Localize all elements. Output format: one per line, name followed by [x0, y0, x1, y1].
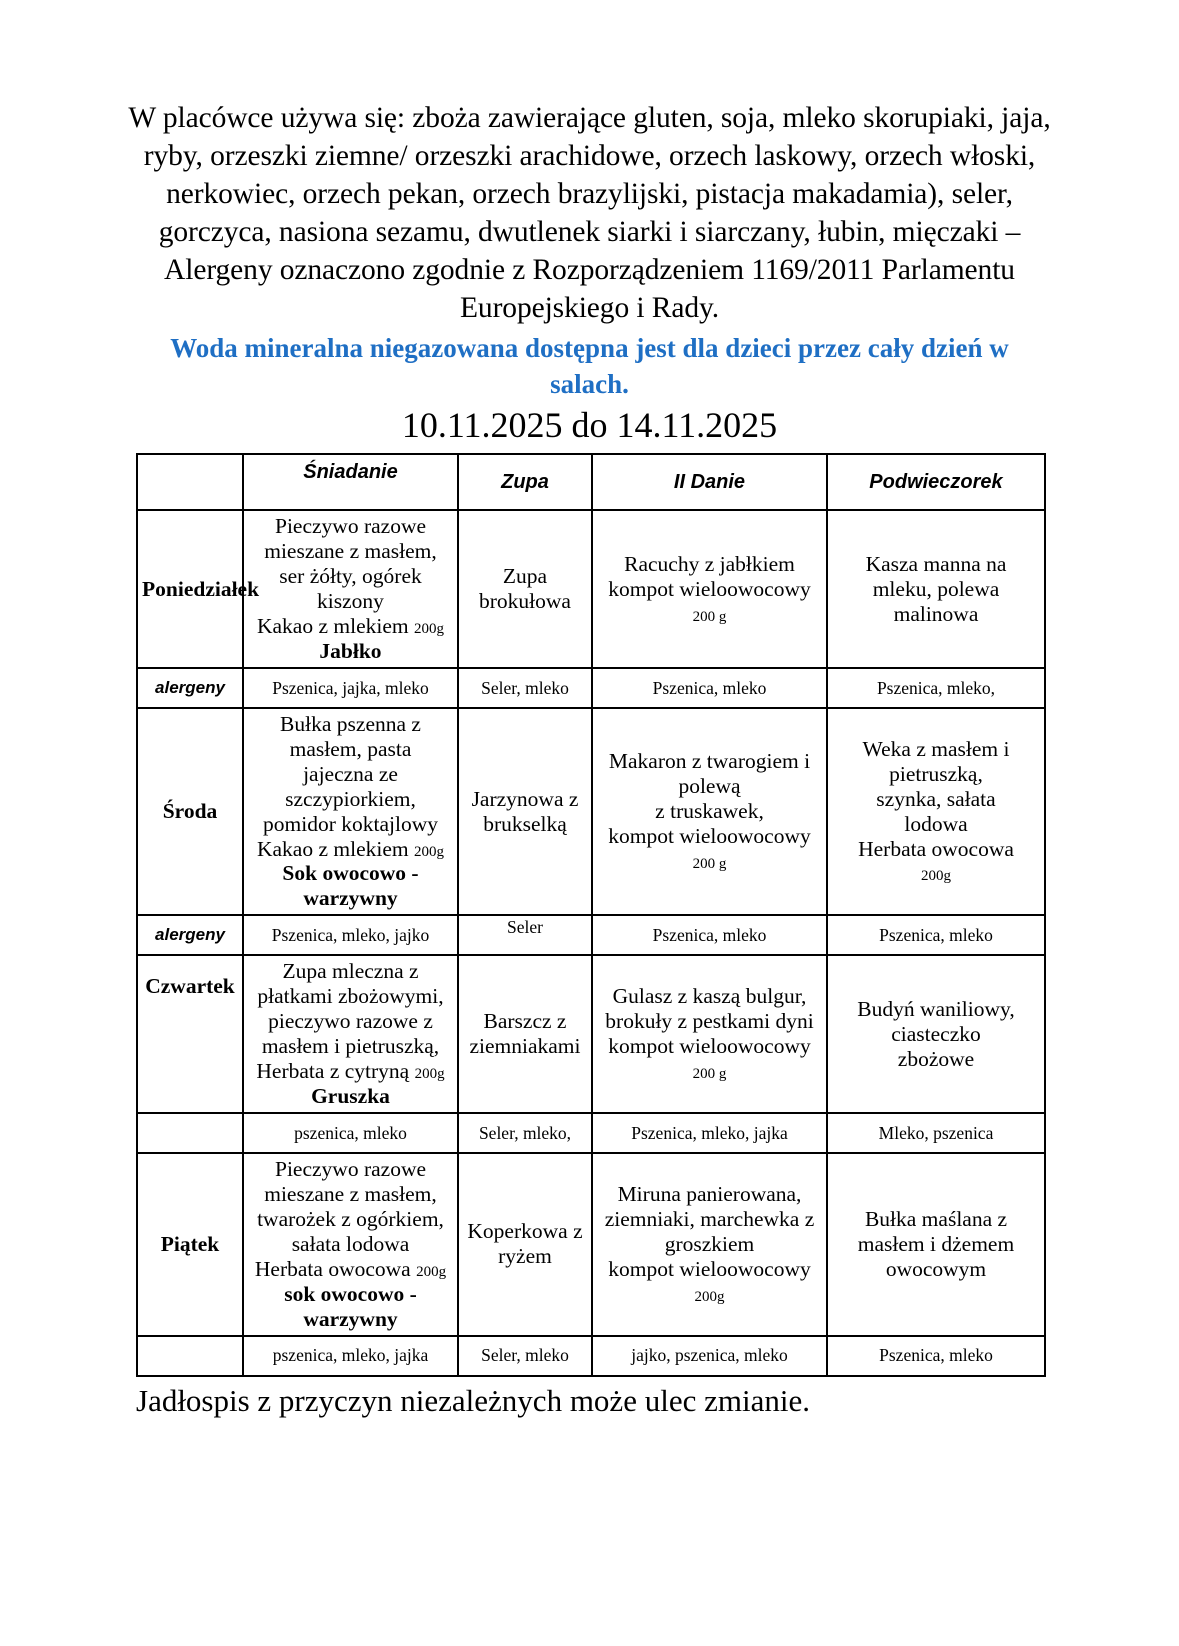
- snack-cell-3: [827, 1153, 1045, 1336]
- allergen-label-2: [137, 1113, 243, 1153]
- allergen-disclaimer-paragraph: W placówce używa się: zboża zawierające gluten, soja, mleko skorupiaki, jaja, ryby, orzeszki ziemne/ orzeszki arachidowe, orzech laskowy, orzech włoski, nerkowiec, orzech pekan, orzech brazylijski, pistacja makadamia), seler, gorczyca, nasiona sezamu, dwutlenek siarki i siarczany, łubin, mięczaki – Alergeny oznaczono zgodnie z Rozporządzeniem 1169/2011 Parlamentu Europejskiego i Rady.: [128, 102, 1051, 324]
- main-line: z truskawek,: [655, 799, 764, 824]
- allergen-row: [137, 1336, 1045, 1376]
- snack-line: pietruszką,: [889, 761, 983, 786]
- portion-size: 200g: [416, 1263, 447, 1280]
- breakfast-line: Zupa mleczna z: [282, 959, 419, 984]
- table-row: [137, 1153, 1045, 1336]
- snack-cell-0: [827, 510, 1045, 668]
- allergen-row: [137, 668, 1045, 708]
- main-line: kompot wieloowocowy: [608, 1256, 811, 1281]
- breakfast-cell-0: [243, 510, 458, 668]
- header-cell-breakfast: Śniadanie: [243, 454, 458, 510]
- allergen-row: [137, 915, 1045, 955]
- breakfast-line: szczypiorkiem,: [285, 786, 416, 811]
- portion-size: 200g: [414, 843, 444, 860]
- water-availability-note: Woda mineralna niegazowana dostępna jest dla dzieci przez cały dzień w salach.: [170, 333, 1009, 399]
- breakfast-line: mieszane z masłem,: [264, 539, 437, 564]
- snack-line: malinowa: [893, 601, 979, 626]
- breakfast-line: masłem, pasta: [289, 736, 412, 761]
- portion-size: 200 g: [692, 608, 727, 625]
- allergen-soup-0: Seler, mleko: [458, 668, 592, 708]
- breakfast-extra: Sok owocowo - warzywny: [282, 861, 419, 911]
- allergen-breakfast-2: pszenica, mleko: [243, 1113, 458, 1153]
- snack-line: Kasza manna na: [865, 551, 1007, 576]
- breakfast-line: masłem i pietruszką,: [261, 1034, 440, 1059]
- snack-cell-2: [827, 955, 1045, 1113]
- allergen-breakfast-1: Pszenica, mleko, jajko: [243, 915, 458, 955]
- day-label-1: Środa: [137, 708, 243, 916]
- breakfast-extra: Gruszka: [311, 1084, 390, 1109]
- breakfast-line: twarożek z ogórkiem,: [257, 1206, 444, 1231]
- allergen-soup-2: Seler, mleko,: [458, 1113, 592, 1153]
- main-line: Gulasz z kaszą bulgur,: [612, 984, 807, 1009]
- portion-size: 200 g: [692, 856, 727, 872]
- breakfast-line: płatkami zbożowymi,: [257, 984, 444, 1009]
- main-line: Makaron z twarogiem i polewą: [608, 749, 811, 799]
- table-header-row: [137, 454, 1045, 510]
- breakfast-cell-3: [243, 1153, 458, 1336]
- snack-line: lodowa: [904, 811, 968, 836]
- breakfast-line: Bułka pszenna z: [280, 711, 421, 736]
- breakfast-line: jajeczna ze: [303, 761, 398, 786]
- main-cell-2: [592, 955, 827, 1113]
- soup-cell-1: Jarzynowa z brukselką: [458, 708, 592, 916]
- header-cell-main: II Danie: [592, 454, 827, 510]
- breakfast-cell-2: [243, 955, 458, 1113]
- breakfast-line: kiszony: [317, 589, 384, 614]
- allergen-breakfast-0: Pszenica, jajka, mleko: [243, 668, 458, 708]
- day-label-2: Czwartek: [137, 955, 243, 1113]
- allergen-snack-2: Mleko, pszenica: [827, 1113, 1045, 1153]
- breakfast-drink: Herbata owocowa: [254, 1256, 411, 1281]
- allergen-snack-3: Pszenica, mleko: [827, 1336, 1045, 1376]
- allergen-soup-1: Seler: [458, 915, 592, 955]
- breakfast-line: Pieczywo razowe: [274, 1156, 427, 1181]
- snack-drink: Herbata owocowa: [858, 836, 1014, 861]
- breakfast-line: mieszane z masłem,: [264, 1181, 437, 1206]
- allergen-label-0: alergeny: [137, 668, 243, 708]
- breakfast-line: pieczywo razowe z: [268, 1009, 433, 1034]
- allergen-main-1: Pszenica, mleko: [592, 915, 827, 955]
- menu-date-range: 10.11.2025 do 14.11.2025: [401, 404, 778, 445]
- allergen-snack-1: Pszenica, mleko: [827, 915, 1045, 955]
- breakfast-extra: sok owocowo - warzywny: [284, 1281, 417, 1331]
- main-cell-0: [592, 510, 827, 668]
- portion-size: 200g: [414, 1066, 445, 1083]
- soup-cell-3: Koperkowa z ryżem: [458, 1153, 592, 1336]
- main-line: kompot wieloowocowy: [608, 824, 811, 849]
- header-cell-soup: Zupa: [458, 454, 592, 510]
- soup-cell-0: Zupa brokułowa: [458, 510, 592, 668]
- portion-size: 200g: [694, 1288, 725, 1305]
- main-line: kompot wieloowocowy: [608, 576, 811, 601]
- snack-cell-1: [827, 708, 1045, 916]
- breakfast-drink: Kakao z mlekiem: [256, 613, 409, 638]
- menu-table-wrapper: [0, 453, 1179, 1376]
- day-label-3: Piątek: [137, 1153, 243, 1336]
- table-row: [137, 708, 1045, 916]
- snack-line: szynka, sałata: [876, 786, 996, 811]
- allergen-label-3: [137, 1336, 243, 1376]
- portion-size: 200g: [921, 868, 951, 885]
- snack-line: Budyń waniliowy,: [857, 996, 1015, 1021]
- breakfast-extra: Jabłko: [319, 638, 382, 663]
- allergen-main-3: jajko, pszenica, mleko: [592, 1336, 827, 1376]
- breakfast-line: ser żółty, ogórek: [279, 564, 422, 589]
- breakfast-line: pomidor koktajlowy: [263, 811, 438, 836]
- main-cell-1: [592, 708, 827, 916]
- allergen-row: [137, 1113, 1045, 1153]
- snack-line: owocowym: [885, 1256, 987, 1281]
- main-line: Racuchy z jabłkiem: [624, 551, 795, 576]
- snack-line: Bułka maślana z: [864, 1206, 1008, 1231]
- snack-line: masłem i dżemem: [857, 1231, 1015, 1256]
- allergen-main-0: Pszenica, mleko: [592, 668, 827, 708]
- header-cell-snack: Podwieczorek: [827, 454, 1045, 510]
- breakfast-line: sałata lodowa: [291, 1231, 410, 1256]
- table-row: [137, 955, 1045, 1113]
- snack-line: Weka z masłem i: [862, 736, 1010, 761]
- soup-cell-2: Barszcz z ziemniakami: [458, 955, 592, 1113]
- main-line: Miruna panierowana,: [617, 1181, 802, 1206]
- header-cell-day: [137, 454, 243, 510]
- allergen-main-2: Pszenica, mleko, jajka: [592, 1113, 827, 1153]
- breakfast-line: Pieczywo razowe: [274, 514, 427, 539]
- allergen-breakfast-3: pszenica, mleko, jajka: [243, 1336, 458, 1376]
- breakfast-drink: Kakao z mlekiem: [256, 836, 409, 861]
- main-line: kompot wieloowocowy: [608, 1034, 811, 1059]
- allergen-label-1: alergeny: [137, 915, 243, 955]
- snack-line: mleku, polewa: [872, 576, 1000, 601]
- breakfast-drink: Herbata z cytryną: [256, 1059, 410, 1084]
- snack-line: ciasteczko: [891, 1021, 981, 1046]
- main-line: groszkiem: [664, 1231, 755, 1256]
- portion-size: 200g: [414, 620, 444, 637]
- weekly-menu-table: [136, 453, 1046, 1376]
- allergen-soup-3: Seler, mleko: [458, 1336, 592, 1376]
- main-line: ziemniaki, marchewka z: [604, 1206, 815, 1231]
- portion-size: 200 g: [692, 1066, 727, 1083]
- allergen-snack-0: Pszenica, mleko,: [827, 668, 1045, 708]
- breakfast-cell-1: [243, 708, 458, 916]
- main-line: brokuły z pestkami dyni: [605, 1009, 814, 1034]
- main-cell-3: [592, 1153, 827, 1336]
- table-row: [137, 510, 1045, 668]
- snack-line: zbożowe: [897, 1046, 975, 1071]
- day-label-0: Poniedziałek: [137, 510, 243, 668]
- footer-disclaimer: Jadłospis z przyczyn niezależnych może ulec zmianie.: [136, 1382, 810, 1418]
